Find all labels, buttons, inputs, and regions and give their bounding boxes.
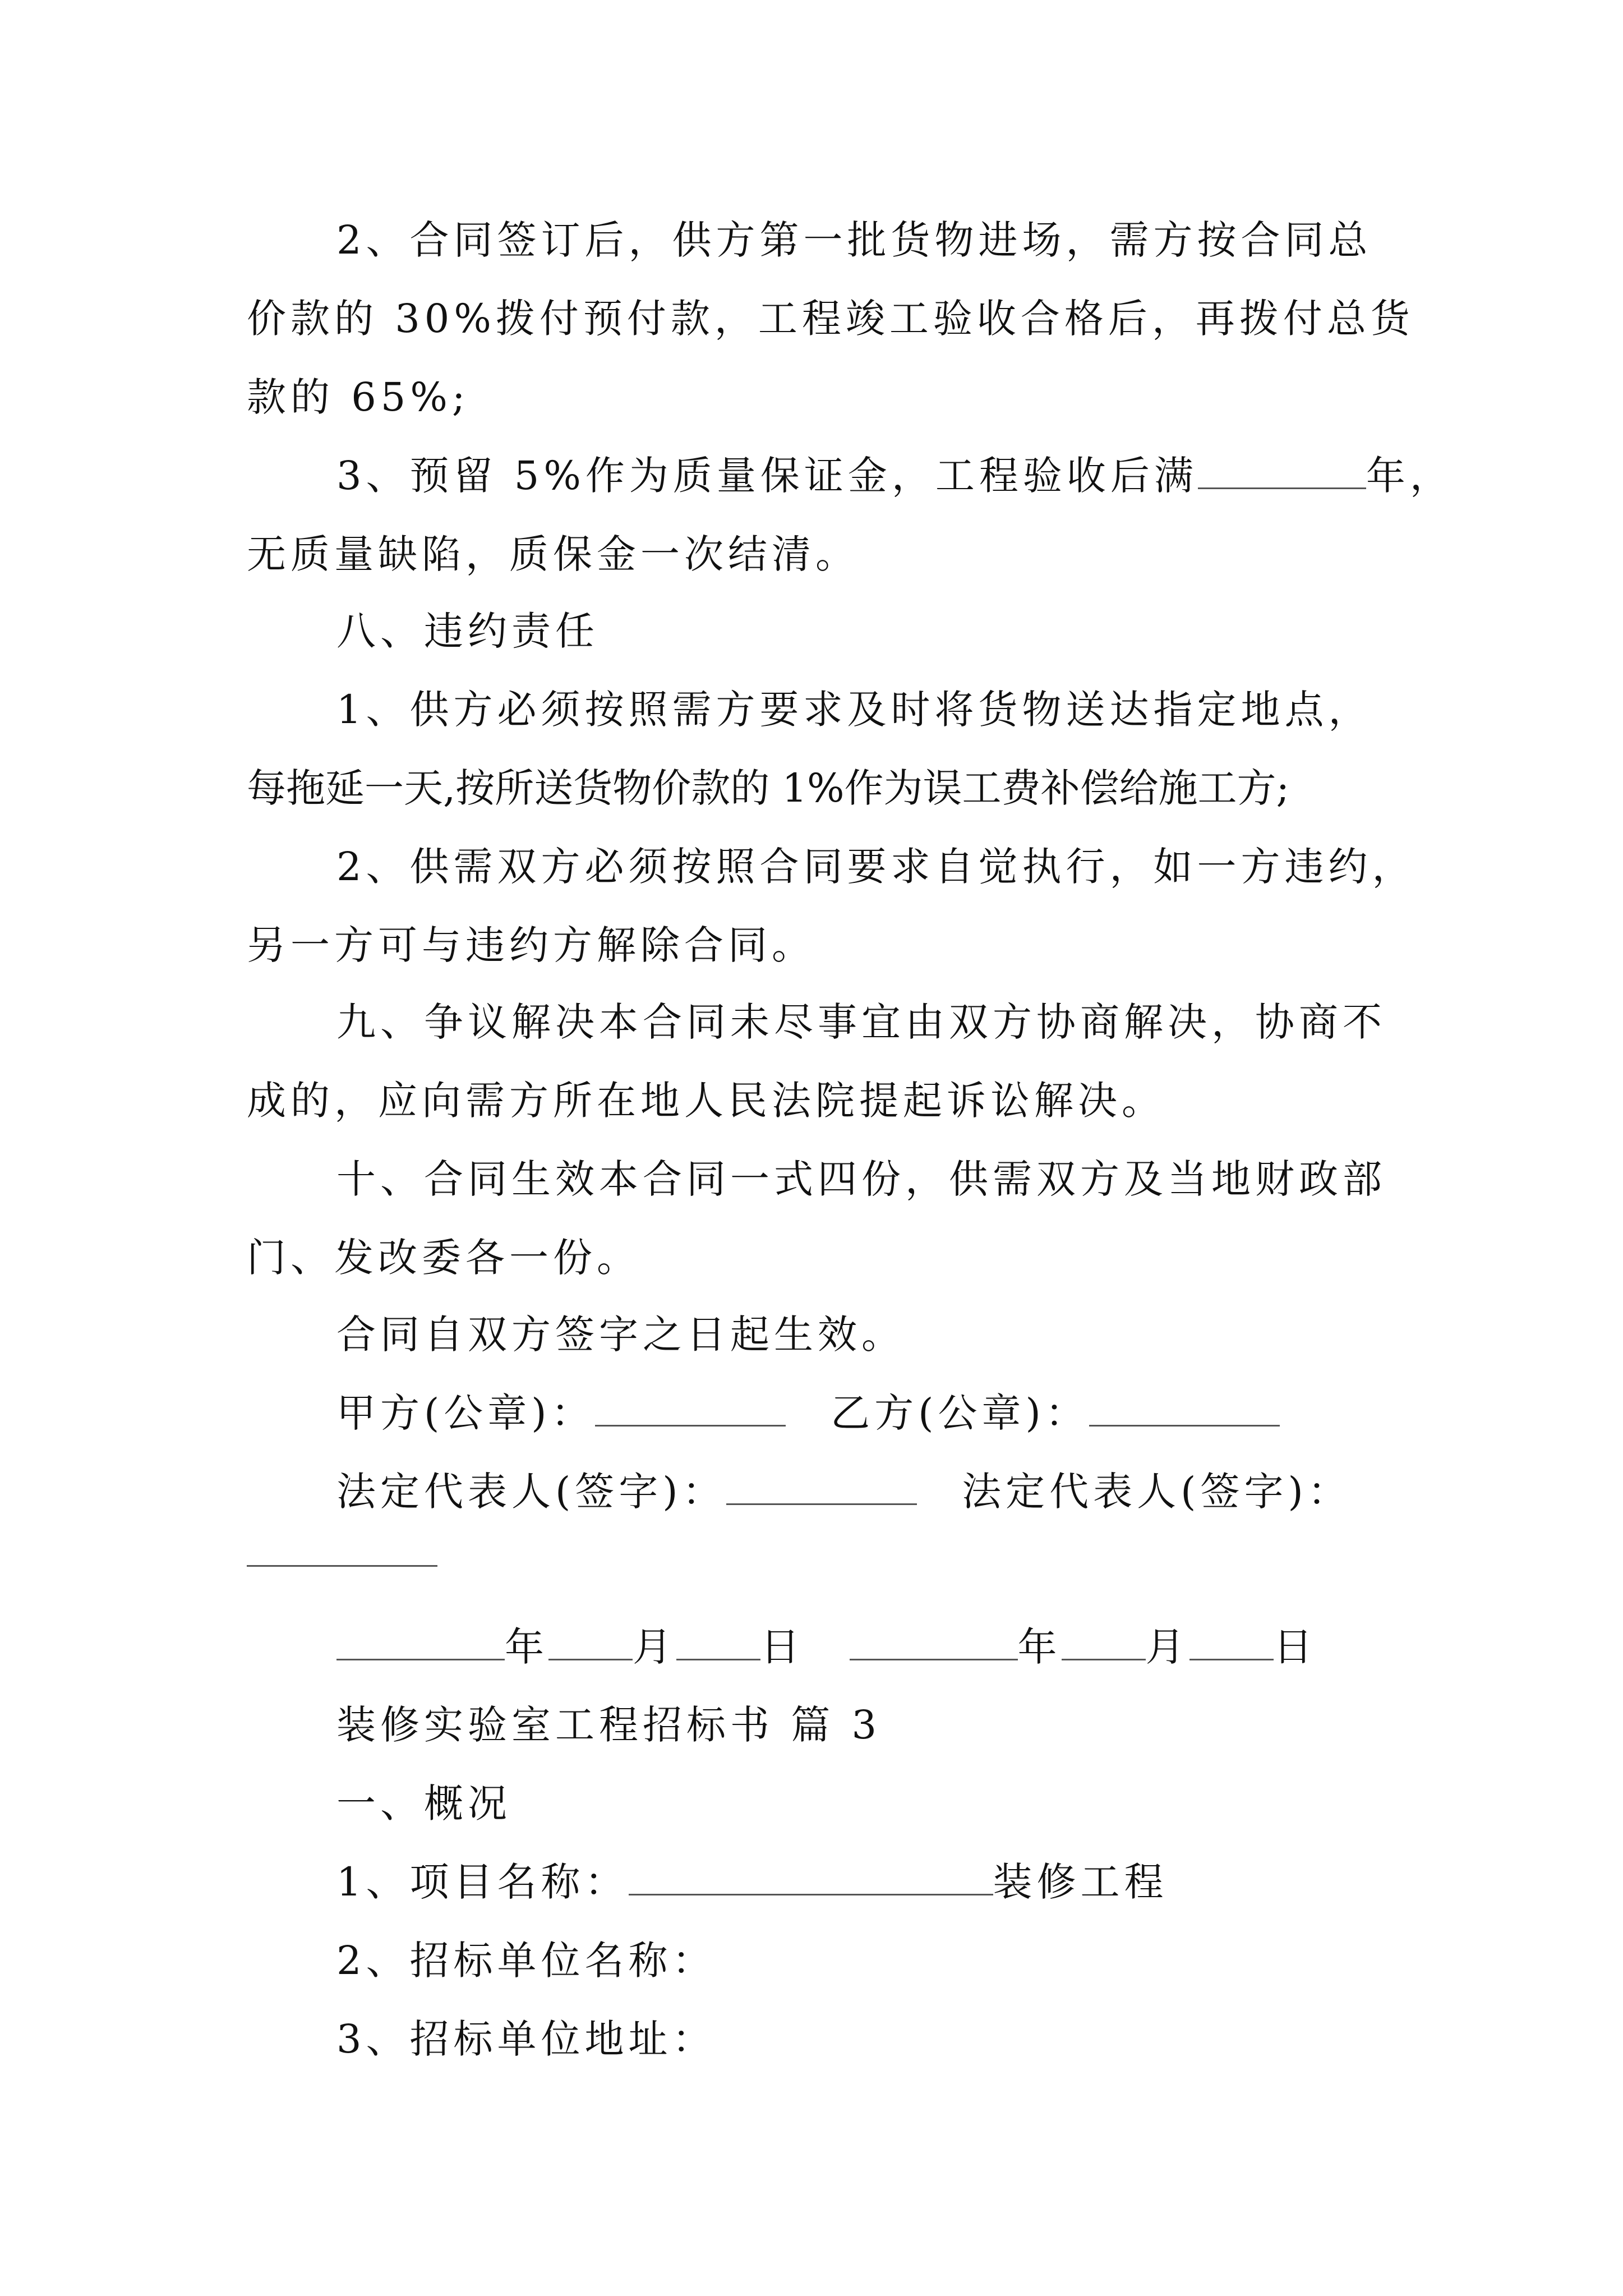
- month-b-label: 月: [1145, 1624, 1189, 1670]
- s8-item-1-line-2: 每拖延一天,按所送货物价款的 1%作为误工费补偿给施工方;: [247, 765, 1290, 811]
- month-a-label: 月: [633, 1624, 676, 1670]
- year-b-blank: [850, 1624, 1018, 1660]
- date-line: [336, 1619, 1317, 1675]
- bidder-address-line: 3、招标单位地址：: [336, 2016, 716, 2062]
- day-b-blank: [1189, 1624, 1274, 1660]
- section-10-line-1: 十、合同生效本合同一式四份，供需双方及当地财政部: [336, 1156, 1386, 1202]
- s8-item-2-line-1: 2、供需双方必须按照合同要求自觉执行，如一方违约，: [336, 844, 1416, 890]
- effective-clause: 合同自双方签字之日起生效。: [336, 1312, 905, 1358]
- bidder-name-line: 2、招标单位名称：: [336, 1938, 716, 1984]
- party-b-blank: [1089, 1390, 1280, 1427]
- year-b-label: 年: [1017, 1624, 1062, 1670]
- section-8-title: 八、违约责任: [336, 608, 599, 654]
- party-a-label: 甲方(公章)：: [336, 1390, 595, 1436]
- s8-item-1-line-1: 1、供方必须按照需方要求及时将货物送达指定地点，: [336, 687, 1372, 733]
- clause-3-line-1: [336, 448, 1454, 504]
- day-b-label: 日: [1273, 1624, 1317, 1670]
- clause-3-line-2: 无质量缺陷，质保金一次结清。: [247, 531, 859, 577]
- years-blank: [1198, 453, 1366, 489]
- party-a-blank: [595, 1390, 786, 1427]
- rep-a-blank: [726, 1469, 917, 1505]
- project-name-label: 1、项目名称：: [336, 1859, 629, 1905]
- rep-b-label: 法定代表人(签字)：: [962, 1469, 1352, 1515]
- project-name-blank: [629, 1859, 993, 1895]
- year-a-label: 年: [505, 1624, 548, 1670]
- month-b-blank: [1062, 1624, 1146, 1660]
- day-a-label: 日: [760, 1624, 804, 1670]
- representative-line: [336, 1464, 1352, 1520]
- section-10-line-2: 门、发改委各一份。: [247, 1235, 640, 1281]
- party-seal-line: [336, 1385, 1280, 1441]
- year-suffix: 年，: [1366, 453, 1454, 499]
- clause-2-line-2: 价款的 30%拨付预付款，工程竣工验收合格后，再拨付总货: [247, 296, 1414, 342]
- project-name-suffix: 装修工程: [993, 1859, 1168, 1905]
- next-section-title: 装修实验室工程招标书 篇 3: [336, 1702, 882, 1748]
- year-a-blank: [336, 1624, 505, 1660]
- section-9-line-2: 成的，应向需方所在地人民法院提起诉讼解决。: [247, 1078, 1165, 1124]
- section-9-line-1: 九、争议解决本合同未尽事宜由双方协商解决，协商不: [336, 999, 1386, 1045]
- day-a-blank: [676, 1624, 760, 1660]
- rep-b-blank: [247, 1565, 437, 1567]
- s8-item-2-line-2: 另一方可与违约方解除合同。: [247, 922, 815, 968]
- clause-2-line-3: 款的 65%;: [247, 374, 470, 420]
- month-a-blank: [548, 1624, 633, 1660]
- project-name-line: [336, 1854, 1168, 1910]
- party-b-label: 乙方(公章)：: [831, 1390, 1089, 1436]
- overview-title: 一、概况: [336, 1780, 511, 1826]
- rep-a-label: 法定代表人(签字)：: [336, 1469, 726, 1515]
- clause-2-line-1: 2、合同签订后，供方第一批货物进场，需方按合同总: [336, 217, 1372, 263]
- clause-3-text: 3、预留 5%作为质量保证金，工程验收后满: [336, 453, 1198, 499]
